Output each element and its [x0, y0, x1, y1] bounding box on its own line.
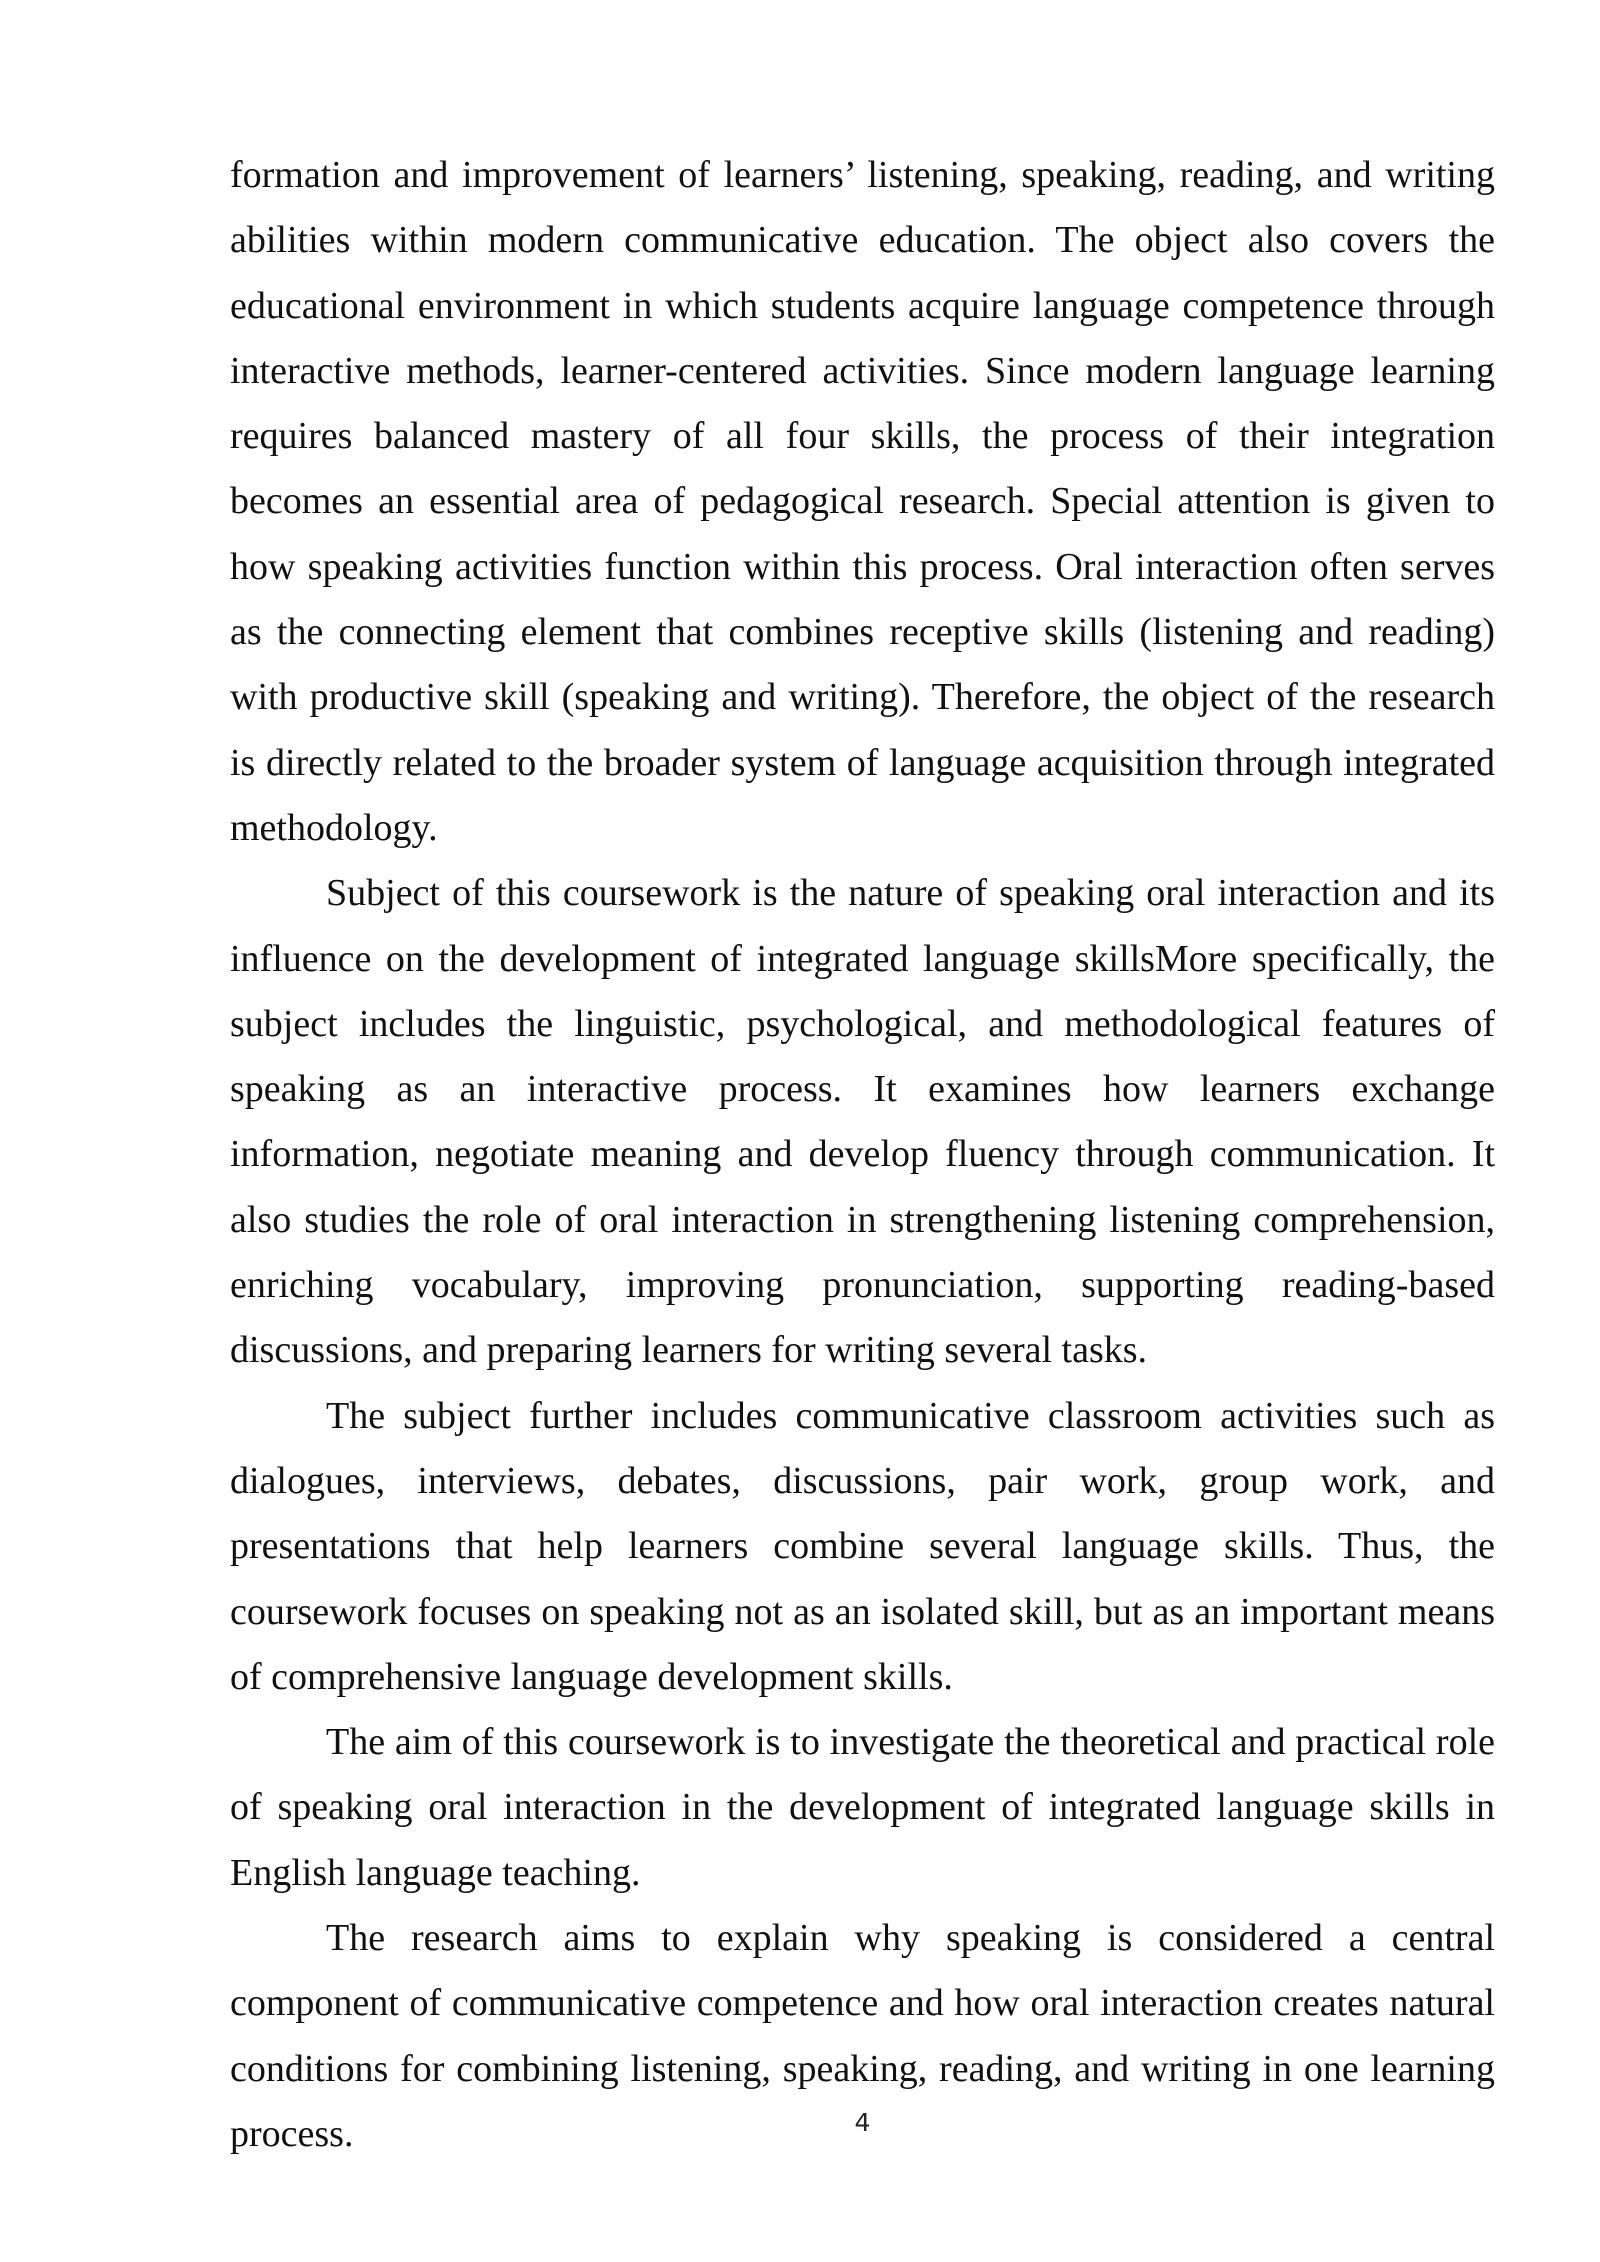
- paragraph-research-aims: The research aims to explain why speaking is considered a central component of communicative competence and how oral interaction creates natural conditions for combining listening, speaking, reading, and writing in one learning process.: [230, 1917, 1495, 2155]
- paragraph-aim: The aim of this coursework is to investigate the theoretical and practical role of speaking oral interaction in the development of integrated language skills in English language teaching.: [230, 1721, 1495, 1894]
- body-text: [230, 143, 1495, 2167]
- paragraph-subject-activities: The subject further includes communicative classroom activities such as dialogues, interviews, debates, discussions, pair work, group work, and presentations that help learners combine several language skills. Thus, the coursework focuses on speaking not as an isolated skill, but as an important means of comprehensive language development skills.: [230, 1394, 1495, 1698]
- paragraph-object-continued: formation and improvement of learners’ listening, speaking, reading, and writing abilities within modern communicative education. The object also covers the educational environment in which students acquire language competence through interactive methods, learner-centered activities. Since modern language learning requires balanced mastery of all four skills, the process of their integration becomes an essential area of pedagogical research. Special attention is given to how speaking activities function within this process. Oral interaction often serves as the connecting element that combines receptive skills (listening and reading) with productive skill (speaking and writing). Therefore, the object of the research is directly related to the broader system of language acquisition through integrated methodology.: [230, 154, 1495, 849]
- page-number: 4: [854, 2108, 871, 2137]
- paragraph-subject: Subject of this coursework is the nature of speaking oral interaction and its influence on the development of integrated language skillsMore specifically, the subject includes the linguistic, psychological, and methodological features of speaking as an interactive process. It examines how learners exchange information, negotiate meaning and develop fluency through communication. It also studies the role of oral interaction in strengthening listening comprehension, enriching vocabulary, improving pronunciation, supporting reading-based discussions, and preparing learners for writing several tasks.: [230, 872, 1495, 1372]
